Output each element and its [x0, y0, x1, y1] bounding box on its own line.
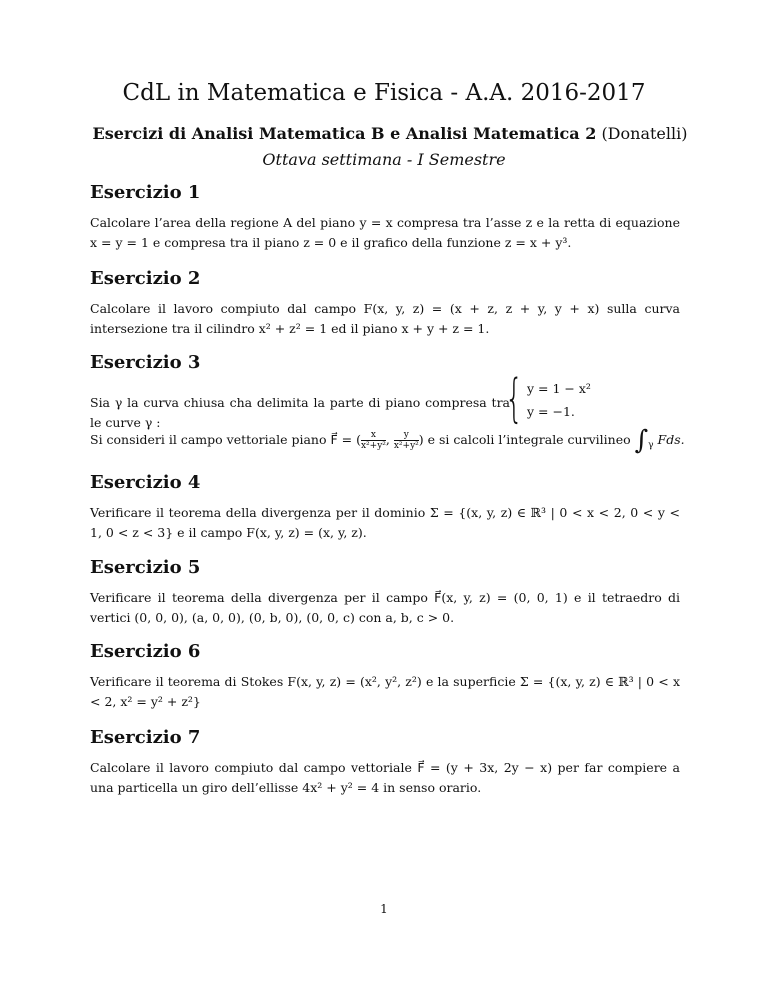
exercise-1-heading: Esercizio 1 — [90, 182, 201, 203]
system-line-1: y = 1 − x² — [527, 381, 591, 396]
system-line-2: y = −1. — [527, 404, 575, 419]
integral-body: Fds. — [657, 432, 685, 447]
page-number: 1 — [380, 902, 388, 916]
exercise-7-heading: Esercizio 7 — [90, 727, 201, 748]
exercise-6-text: Verificare il teorema di Stokes F(x, y, z) = (x², y², z²) e la superficie Σ = {(x, y, z) ∈ ℝ³ | 0 < x < 2, x² = y² + z²} — [90, 674, 680, 709]
week-label: Ottava settimana - I Semestre — [262, 150, 506, 169]
exercise-4-text: Verificare il teorema della divergenza per il dominio Σ = {(x, y, z) ∈ ℝ³ | 0 < x < 2, 0 < y < 1, 0 < z < 3} e il campo F(x, y, z) = (x, y, z). — [90, 505, 680, 540]
fraction-x — [361, 430, 386, 451]
fraction-x-num: x — [361, 430, 386, 441]
integral-sign: ∫ — [634, 425, 649, 456]
subtitle-course: Esercizi di Analisi Matematica B e Analisi Matematica 2 — [92, 124, 597, 143]
exercise-4-heading: Esercizio 4 — [90, 472, 201, 493]
fraction-y-num: y — [394, 430, 419, 441]
exercise-3-heading: Esercizio 3 — [90, 352, 201, 373]
exercise-2-heading: Esercizio 2 — [90, 268, 201, 289]
exercise-3-text-b2: ) e si calcoli l’integrale curvilineo — [418, 432, 631, 447]
exercise-3-text-b: Si consideri il campo vettoriale piano F⃗ = ( $\frac{x}{\text{x²+y²}}$ , $\frac{y}{\text{x²+y²}}$ ) e si calcoli l’integrale curvilineo $\int_\gamma$ Fds. — [90, 425, 685, 456]
exercise-2-text: Calcolare il lavoro compiuto dal campo F(x, y, z) = (x + z, z + y, y + x) sulla curva intersezione tra il cilindro x² + z² = 1 ed il piano x + y + z = 1. — [90, 301, 680, 336]
curve-system — [505, 369, 705, 431]
subtitle-author: (Donatelli) — [601, 124, 688, 143]
document-subtitle — [60, 124, 720, 143]
exercise-7-text: Calcolare il lavoro compiuto dal campo vettoriale F⃗ = (y + 3x, 2y − x) per far compiere a una particella un giro dell’ellisse 4x² + y² = 4 in senso orario. — [90, 760, 680, 795]
exercise-6-heading: Esercizio 6 — [90, 641, 201, 662]
exercise-5-heading: Esercizio 5 — [90, 557, 201, 578]
exercise-5-text: Verificare il teorema della divergenza per il campo F⃗(x, y, z) = (0, 0, 1) e il tetraedro di vertici (0, 0, 0), (a, 0, 0), (0, b, 0), (0, 0, c) con a, b, c > 0. — [90, 590, 680, 625]
exercise-3-text-a: Sia γ la curva chiusa cha delimita la parte di piano compresa tra le curve γ : — [90, 395, 510, 430]
brace-glyph: { — [505, 369, 524, 429]
fraction-y-den: x²+y² — [393, 441, 419, 451]
exercise-3-text-b1: Si consideri il campo vettoriale piano F⃗ = ( — [90, 432, 361, 447]
integral-subscript: γ — [648, 440, 654, 451]
document-title: CdL in Matematica e Fisica - A.A. 2016-2017 — [122, 80, 646, 106]
fraction-y — [394, 430, 419, 451]
exercise-1-text: Calcolare l’area della regione A del piano y = x compresa tra l’asse z e la retta di equazione x = y = 1 e compresa tra il piano z = 0 e il grafico della funzione z = x + y³. — [90, 215, 680, 250]
fraction-x-den: x²+y² — [360, 441, 386, 451]
